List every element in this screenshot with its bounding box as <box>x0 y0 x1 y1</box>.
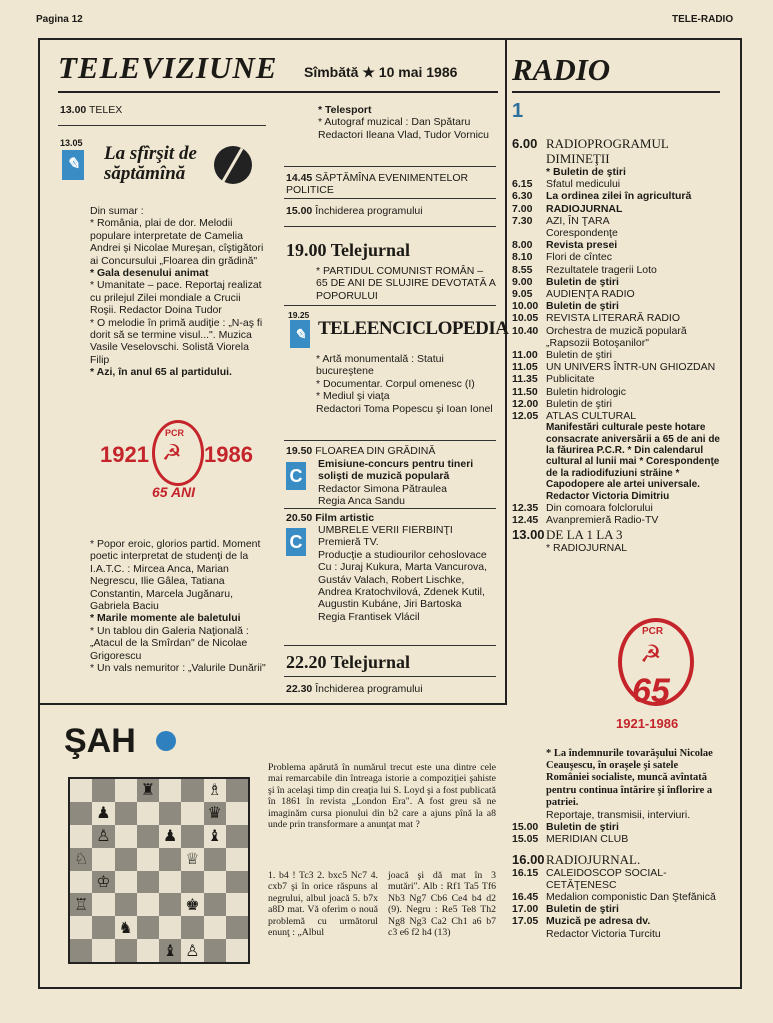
film-time: 20.50 <box>286 512 313 524</box>
sep-e <box>284 440 496 441</box>
radio-list-1 <box>512 136 722 554</box>
chess-intro: Problema apărută în numărul trecut este una dintre cele mai remarcabile din întreaga istorie a compoziţiei şahiste şi în acelaşi timp din creaţia lui S. Loyd şi a fost publicată în 1861 în revista „London Era". A fost greu să ne imaginăm cursa pionului din b2 care a ajuns pînă la a8 unde prin transformare a anunţat mat ? <box>268 762 496 831</box>
radio-row: 7.00 RADIOJURNAL <box>512 202 623 215</box>
chess-divider <box>40 703 507 705</box>
radio-row: 9.00 Buletin de ştiri <box>512 275 619 288</box>
tele-items <box>316 353 496 415</box>
film-prod: Producţie a studiourilor cehoslovace <box>318 548 487 561</box>
board-square <box>92 939 114 962</box>
redactori: Redactori Ileana Vlad, Tudor Vornicu <box>318 128 490 141</box>
flo-red: Redactor Simona Pătraulea <box>318 482 447 495</box>
board-square <box>70 939 92 962</box>
board-square <box>137 825 159 848</box>
board-square: ♘ <box>70 848 92 871</box>
tele-item: * Documentar. Corpul omenesc (I) <box>316 377 475 390</box>
radio-row: 11.35 Publicitate <box>512 373 595 386</box>
board-square <box>181 871 203 894</box>
board-square <box>226 939 248 962</box>
radio-row: Manifestări culturale peste hotare consacrate aniversării a 65 de ani de la făurirea P.C.R. * Din calendarul cultural al lunii mai * Corespondenţe de la radiodifuziuni străine * Capodopere ale artei universale. Redactor Victoria Dimitriu <box>546 422 720 502</box>
film-body <box>318 524 496 623</box>
board-square <box>137 802 159 825</box>
board-square <box>137 916 159 939</box>
telejurnal-2 <box>286 652 410 673</box>
telex-row <box>60 104 122 116</box>
radio-row: 11.05 UN UNIVERS ÎNTR-UN GHIOZDAN <box>512 361 716 374</box>
close-row <box>286 683 423 695</box>
radio-row: 10.00 Buletin de ştiri <box>512 300 619 313</box>
radio-row: 6.00 RADIOPROGRAMUL DIMINEŢII <box>512 136 669 166</box>
board-square: ♗ <box>204 779 226 802</box>
tele-title: TELEENCICLOPEDIA <box>318 318 509 339</box>
board-square <box>115 802 137 825</box>
summary-item: * Azi, în anul 65 al partidului. <box>90 366 232 379</box>
board-square <box>115 779 137 802</box>
flo-time: 19.50 <box>286 445 313 457</box>
summary-label: Din sumar : <box>90 205 144 217</box>
board-square <box>204 916 226 939</box>
board-square <box>70 871 92 894</box>
board-square <box>137 848 159 871</box>
radio-row: 16.45 Medalion componistic Dan Ştefănică <box>512 891 716 904</box>
tj2-title: Telejurnal <box>330 652 411 672</box>
board-square <box>115 893 137 916</box>
radio-row: Corespondenţe <box>546 227 618 240</box>
board-square <box>181 802 203 825</box>
show1-time: 13.05 <box>60 138 83 148</box>
board-square <box>92 916 114 939</box>
tv-title: TELEVIZIUNE <box>58 50 278 85</box>
pcr-65-emblem <box>598 616 708 736</box>
board-square <box>204 848 226 871</box>
board-square <box>115 939 137 962</box>
summary-item: * Popor eroic, glorios partid. Moment poetic interpretat de studenţi de la I.A.T.C. : Mircea Anca, Marian Negrescu, Ilie Gâlea, Tatiana Constantin, Marcela Jugănaru, Gabriela Baciu <box>90 538 261 613</box>
board-square: ♙ <box>181 939 203 962</box>
tv-radio-divider <box>505 40 507 705</box>
chess-title: ŞAH <box>64 722 136 760</box>
radio-row: 10.05 REVISTA LITERARĂ RADIO <box>512 312 681 325</box>
film-reg: Regia Frantisek Vlácil <box>318 610 420 623</box>
emblem-years: 1921-1986 <box>616 716 679 731</box>
radio-row: 15.05 MERIDIAN CLUB <box>512 833 629 846</box>
flo-desc: Emisiune-concurs pentru tineri solişti de muzică populară <box>318 458 474 483</box>
page-number: Pagina 12 <box>36 14 83 25</box>
tele-item: Redactori Toma Popescu şi Ioan Ionel <box>316 402 493 415</box>
show1-title: La sfîrşit de săptămînă <box>104 143 197 184</box>
radio-row: 8.55 Rezultatele tragerii Loto <box>512 263 657 276</box>
film-cast: Cu : Juraj Kukura, Marta Vancurova, Gustáv Valach, Robert Lischke, Andrea Kratochvilová, Zdenek Kutil, Augustin Kubáne, Jiri Bartoska <box>318 561 488 611</box>
pcr-emblem <box>100 420 253 510</box>
board-square: ♔ <box>92 871 114 894</box>
tele-time: 19.25 <box>288 310 310 320</box>
title-1500: Închiderea programului <box>315 205 423 217</box>
flo-title: FLOAREA DIN GRĂDINĂ <box>315 445 436 457</box>
sep-d <box>284 305 496 306</box>
telex-time: 13.00 <box>60 104 87 116</box>
radio-row: 16.00 RADIOJURNAL. <box>512 851 641 867</box>
sep-c <box>284 226 496 227</box>
board-square <box>226 802 248 825</box>
chess-problem: joacă şi dă mat în 3 mutări". Alb : Rf1 Ta5 Tf6 Nb3 Ng7 Cb6 Ce4 b4 d2 (9). Negru : Re5 Te8 Th2 Ng8 Ng3 Ca2 Ch1 a6 b7 c3 e6 f2 h4 (13) <box>388 870 496 939</box>
radio-row: * Buletin de ştiri <box>546 166 626 178</box>
board-square <box>92 848 114 871</box>
radio-row: 12.45 Avanpremieră Radio-TV <box>512 514 659 527</box>
radio-row: 15.00 Buletin de ştiri <box>512 821 619 834</box>
telejurnal-1 <box>286 240 410 261</box>
board-square <box>159 779 181 802</box>
board-square <box>159 802 181 825</box>
summary-item: * Marile momente ale baletului <box>90 612 241 625</box>
radio-program-no: 1 <box>512 100 524 122</box>
tele-item: * Artă monumentală : Statui bucureştene <box>316 353 444 378</box>
board-square <box>137 893 159 916</box>
flo-reg: Regia Anca Sandu <box>318 495 405 508</box>
tv-badge-icon: ✎ <box>290 320 310 348</box>
radio-row: 16.15 CALEIDOSCOP SOCIAL-CETĂŢENESC <box>512 866 667 891</box>
tj1-desc: * PARTIDUL COMUNIST ROMÂN – 65 DE ANI DE SLUJIRE DEVOTATĂ A POPORULUI <box>316 265 496 302</box>
summary-item: * Umanitate – pace. Reportaj realizat cu prilejul Zilei mondiale a Crucii Roşii. Redactor Doina Tudor <box>90 279 262 317</box>
tj2-time: 22.20 <box>286 652 327 672</box>
radio-row: 9.05 AUDIENŢA RADIO <box>512 288 635 301</box>
chess-solution: 1. b4 ! Tc3 2. bxc5 Nc7 4. cxb7 şi în orice răspuns al negrului, albul joacă 5. b7x a8D mat. Vă oferim o nouă problemă cu următorul enunţ : „Albul <box>268 870 378 939</box>
sep-telex <box>58 125 266 126</box>
film-title: UMBRELE VERII FIERBINŢI <box>318 524 453 536</box>
dot-icon <box>156 731 176 751</box>
board-square <box>115 825 137 848</box>
board-square <box>70 825 92 848</box>
emblem-year-left: 1921 <box>100 442 149 467</box>
board-square: ♜ <box>137 779 159 802</box>
sep-f <box>284 508 496 509</box>
radio-row: 6.15 Sfatul medicului <box>512 178 621 191</box>
board-square <box>181 779 203 802</box>
board-square <box>115 871 137 894</box>
board-square <box>226 916 248 939</box>
radio-title-rule <box>512 91 720 93</box>
radio-row: 10.40 Orchestra de muzică populară „Rapsozii Botoşanilor" <box>512 324 687 349</box>
board-square <box>159 848 181 871</box>
sep-g <box>284 645 496 646</box>
section-title: TELE-RADIO <box>672 14 734 25</box>
radio-row: 6.30 La ordinea zilei în agricultură <box>512 190 692 203</box>
board-square <box>181 916 203 939</box>
film-label: Film artistic <box>315 512 375 524</box>
ball-icon <box>214 146 252 184</box>
board-square: ♝ <box>204 825 226 848</box>
radio-row: 7.30 AZI, ÎN ŢARA <box>512 214 610 227</box>
board-square <box>204 939 226 962</box>
board-square: ♕ <box>181 848 203 871</box>
board-square <box>159 916 181 939</box>
telex-label: TELEX <box>89 104 123 116</box>
close-time: 22.30 <box>286 683 313 695</box>
board-square: ♖ <box>70 893 92 916</box>
board-square <box>204 893 226 916</box>
board-square: ♟ <box>159 825 181 848</box>
title-1445: SĂPTĂMÎNA EVENIMENTELOR POLITICE <box>286 172 469 197</box>
radio-row: * RADIOJURNAL <box>546 541 628 554</box>
film-premiere: Premieră TV. <box>318 536 379 549</box>
tj1-time: 19.00 <box>286 240 327 260</box>
color-badge: C <box>286 462 306 490</box>
radio-row: 12.05 ATLAS CULTURAL <box>512 410 637 423</box>
board-square <box>226 779 248 802</box>
radio-row: 17.00 Buletin de ştiri <box>512 903 619 916</box>
sep-a <box>284 166 496 167</box>
autograf: * Autograf muzical : Dan Spătaru <box>318 116 471 129</box>
tele-item: * Mediul şi viaţa <box>316 390 390 403</box>
tv-col1-summary <box>90 205 266 379</box>
tv-col2-top <box>318 104 496 141</box>
radio-row: 12.00 Buletin de ştiri <box>512 397 612 410</box>
board-square: ♞ <box>115 916 137 939</box>
radio-row: 8.10 Flori de cîntec <box>512 251 612 264</box>
radio-row: 12.35 Din comoara folclorului <box>512 502 653 515</box>
row-1445 <box>286 172 496 197</box>
radio-row: * La îndemnurile tovarăşului Nicolae Ceauşescu, în oraşele şi satele României socialiste, muncă avîntată pentru continua întărire şi înflorire a patriei. <box>546 748 713 808</box>
color-badge: C <box>286 528 306 556</box>
board-square <box>70 916 92 939</box>
radio-list-2 <box>512 748 722 940</box>
hammer-sickle-icon: ☭ <box>162 440 182 465</box>
emblem-65: 65 ANI <box>152 484 196 500</box>
summary-item: * Gala desenului animat <box>90 267 209 280</box>
radio-row: 13.00 DE LA 1 LA 3 <box>512 526 623 542</box>
emblem-pcr: PCR <box>642 626 664 637</box>
board-square: ♙ <box>92 825 114 848</box>
board-square <box>204 871 226 894</box>
chess-board <box>68 777 250 964</box>
summary-item: * Un tablou din Galeria Naţională : „Atacul de la Smîrdan" de Nicolae Grigorescu <box>90 624 249 662</box>
board-square <box>226 871 248 894</box>
hammer-sickle-icon: ☭ <box>640 641 662 668</box>
tv-col1-summary-b <box>90 538 266 674</box>
board-square <box>226 893 248 916</box>
tv-badge-icon: ✎ <box>62 150 84 180</box>
board-square <box>226 825 248 848</box>
board-square <box>70 802 92 825</box>
time-1500: 15.00 <box>286 205 313 217</box>
emblem-pcr: PCR <box>165 428 185 438</box>
emblem-year-right: 1986 <box>204 442 253 467</box>
close-text: Închiderea programului <box>315 683 423 695</box>
board-square <box>159 871 181 894</box>
radio-title: RADIO <box>512 52 611 87</box>
radio-row: 11.00 Buletin de ştiri <box>512 349 612 362</box>
board-square <box>137 939 159 962</box>
board-square <box>226 848 248 871</box>
radio-row: Redactor Victoria Turcitu <box>546 927 661 940</box>
sep-b <box>284 198 496 199</box>
board-square <box>70 779 92 802</box>
time-1445: 14.45 <box>286 172 313 184</box>
floarea-head <box>286 445 496 457</box>
telesport: * Telesport <box>318 104 372 116</box>
summary-item: * O melodie în primă audiţie : „N-aş fi dorit să se termine visul...". Muzica Vasile Veselovschi. Solistă Viorela Filip <box>90 316 263 366</box>
board-square <box>181 825 203 848</box>
radio-row: 11.50 Buletin hidrologic <box>512 385 626 398</box>
summary-item: * România, plai de dor. Melodii populare interpretate de Camelia Andrei şi Nicolae Mureşan, cîştigători ai Concursului „Floarea din grădină" <box>90 217 264 267</box>
floarea-body <box>318 458 496 508</box>
board-square: ♚ <box>181 893 203 916</box>
board-square <box>137 871 159 894</box>
tj1-title: Telejurnal <box>330 240 411 260</box>
sep-h <box>284 676 496 677</box>
row-1500 <box>286 205 423 217</box>
summary-item: * Un vals nemuritor : „Valurile Dunării" <box>90 662 266 675</box>
radio-row: 8.00 Revista presei <box>512 239 618 252</box>
radio-row: 17.05 Muzică pe adresa dv. <box>512 915 651 928</box>
board-square <box>115 848 137 871</box>
board-square <box>92 779 114 802</box>
board-square: ♛ <box>204 802 226 825</box>
emblem-65: 65 <box>632 672 670 710</box>
board-square <box>92 893 114 916</box>
tv-title-rule <box>58 91 498 93</box>
board-square: ♟ <box>92 802 114 825</box>
film-head <box>286 512 496 524</box>
tv-date: Sîmbătă ★ 10 mai 1986 <box>304 64 458 80</box>
board-square <box>159 893 181 916</box>
board-square: ♝ <box>159 939 181 962</box>
radio-row: Reportaje, transmisii, interviuri. <box>546 809 691 822</box>
